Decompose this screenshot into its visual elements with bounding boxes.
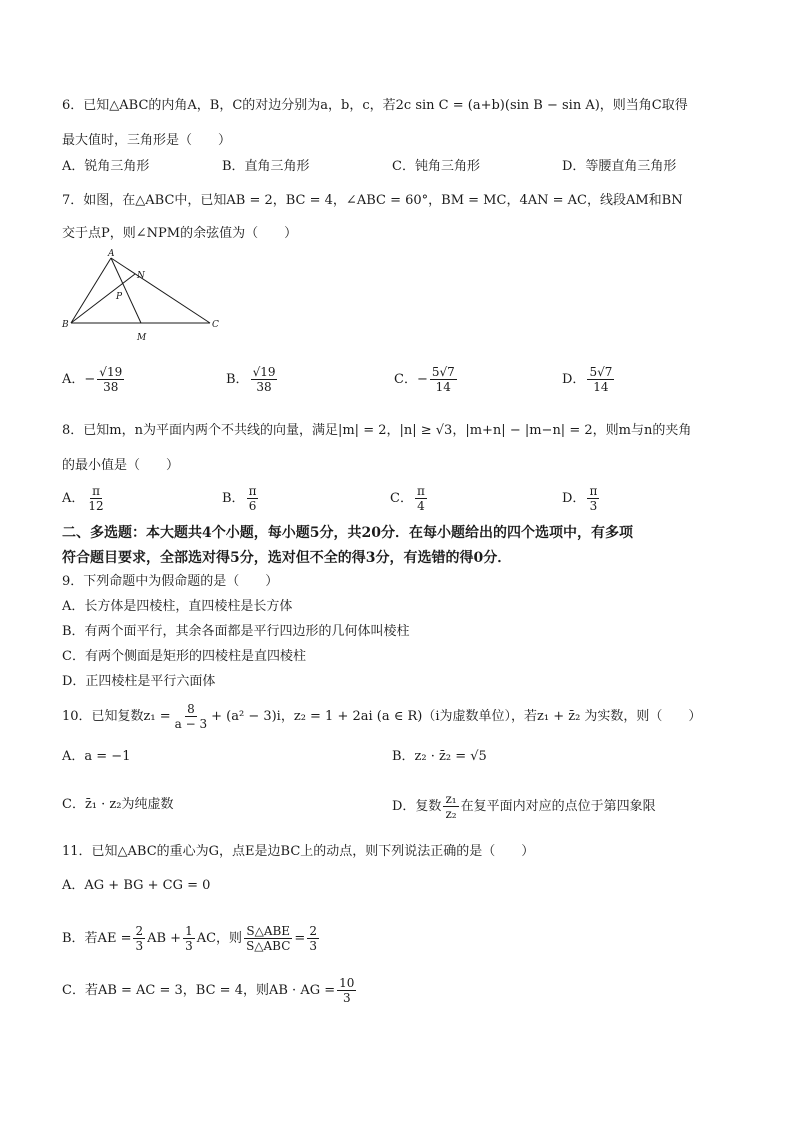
- q9-stem: 9．下列命题中为假命题的是（ ）: [62, 574, 279, 589]
- q10-option-c: C．z̄₁ · z₂为纯虚数: [62, 797, 174, 812]
- q10-option-b: B．z₂ · z̄₂ = √5: [392, 749, 487, 764]
- q7-option-a-sign: −: [84, 372, 96, 387]
- label-c: C: [212, 320, 219, 330]
- q9-option-c: C．有两个侧面是矩形的四棱柱是直四棱柱: [62, 649, 306, 664]
- q11-option-c: [62, 976, 358, 1005]
- label-a: A: [108, 249, 115, 259]
- q6-option-c: C．钝角三角形: [392, 159, 480, 174]
- q9-option-d: D．正四棱柱是平行六面体: [62, 674, 216, 689]
- q10-option-a: A．a = −1: [62, 749, 131, 764]
- q8-option-a: [62, 484, 108, 513]
- q10-option-d-suffix: 在复平面内对应的点位于第四象限: [460, 799, 656, 814]
- q11-option-c-prefix: C．若AB = AC = 3，BC = 4，则AB · AG =: [62, 983, 336, 998]
- q11-option-b-eq: =: [294, 931, 306, 946]
- q6-option-a: A．锐角三角形: [62, 159, 150, 174]
- q11-option-b: [62, 924, 321, 953]
- q6-stem-cont: 最大值时，三角形是（ ）: [62, 133, 232, 148]
- q10-prefix: 10．已知复数z₁ =: [62, 709, 171, 724]
- q7-option-c-label: C．: [394, 372, 417, 387]
- q7-option-c-num: 5√7: [431, 365, 455, 379]
- q8-option-d: [562, 484, 601, 513]
- q8-option-b-num: π: [248, 484, 257, 498]
- q11-stem: 11．已知△ABC的重心为G，点E是边BC上的动点，则下列说法正确的是（ ）: [62, 844, 535, 859]
- q11-option-b-prefix: B．若AE =: [62, 931, 132, 946]
- q11-option-b-f2-den: 3: [185, 939, 193, 953]
- section2-heading: 二、多选题：本大题共4个小题，每小题5分，共20分．在每小题给出的四个选项中，有多项: [62, 525, 633, 541]
- q7-option-b-den: 38: [256, 380, 272, 394]
- segment-bn: [71, 274, 135, 323]
- q10-suffix: + (a² − 3)i，z₂ = 1 + 2ai (a ∈ R)（i为虚数单位），若z₁ + z̄₂ 为实数，则（ ）: [211, 709, 702, 724]
- q7-option-c-sign: −: [416, 372, 428, 387]
- q11-option-b-f2-num: 1: [185, 924, 193, 938]
- q11-option-b-f1-den: 3: [135, 939, 144, 953]
- segment-ab: [71, 258, 111, 323]
- q7-option-d-num: 5√7: [589, 365, 613, 379]
- q8-option-c: [390, 484, 429, 513]
- q8-option-d-label: D．: [562, 491, 586, 506]
- q7-stem-cont: 交于点P，则∠NPM的余弦值为（ ）: [62, 226, 298, 241]
- label-b: B: [62, 320, 69, 330]
- q10-option-d-num: z₁: [445, 792, 457, 806]
- q8-option-a-label: A．: [62, 491, 85, 506]
- q8-stem: 8．已知m，n为平面内两个不共线的向量，满足|m| = 2，|n| ≥ √3，|m+n| − |m−n| = 2，则m与n的夹角: [62, 423, 692, 438]
- q11-option-b-f3-den: S△ABC: [246, 939, 291, 953]
- q8-option-a-den: 12: [88, 499, 104, 513]
- q11-option-b-f4-num: 2: [309, 924, 317, 938]
- q11-option-b-f1-num: 2: [135, 924, 144, 938]
- q7-option-a: [62, 365, 126, 394]
- q10-frac-num: 8: [187, 702, 195, 716]
- q9-option-b: B．有两个面平行，其余各面都是平行四边形的几何体叫棱柱: [62, 624, 410, 639]
- q11-option-b-f4-den: 3: [309, 939, 317, 953]
- q8-option-b: [222, 484, 260, 513]
- q11-option-c-den: 3: [342, 991, 351, 1005]
- q8-option-d-num: π: [589, 484, 598, 498]
- q7-option-a-num: √19: [99, 365, 123, 379]
- q11-option-b-mid: AB +: [147, 931, 182, 946]
- q7-option-c-den: 14: [435, 380, 451, 394]
- section2-heading-cont: 符合题目要求，全部选对得5分，选对但不全的得3分，有选错的得0分．: [62, 550, 512, 566]
- q11-option-c-num: 10: [339, 976, 355, 990]
- q8-option-c-den: 4: [417, 499, 425, 513]
- q11-option-a: A．AG + BG + CG = 0: [62, 878, 211, 893]
- q7-option-d: [562, 365, 616, 394]
- label-n: N: [137, 271, 145, 281]
- q10-option-d: [392, 792, 656, 821]
- q7-option-b-label: B．: [226, 372, 249, 387]
- q7-option-d-label: D．: [562, 372, 586, 387]
- q7-option-d-den: 14: [593, 380, 609, 394]
- q10-frac-den: a − 3: [174, 717, 208, 731]
- q8-option-a-num: π: [92, 484, 100, 498]
- q7-option-b: [226, 365, 279, 394]
- q8-option-b-den: 6: [248, 499, 257, 513]
- triangle-figure: [58, 248, 228, 348]
- q9-option-a: A．长方体是四棱柱，直四棱柱是长方体: [62, 599, 293, 614]
- label-p: P: [116, 292, 123, 302]
- q8-option-c-num: π: [416, 484, 425, 498]
- q10-stem: [62, 702, 701, 731]
- q10-option-d-den: z₂: [445, 807, 457, 821]
- q8-option-d-den: 3: [589, 499, 598, 513]
- q6-option-d: D．等腰直角三角形: [562, 159, 677, 174]
- q7-option-c: [394, 365, 459, 394]
- q8-stem-cont: 的最小值是（ ）: [62, 458, 180, 473]
- q7-stem: 7．如图，在△ABC中，已知AB = 2，BC = 4，∠ABC = 60°，BM = MC，4AN = AC，线段AM和BN: [62, 193, 683, 208]
- q7-option-a-label: A．: [62, 372, 85, 387]
- q11-option-b-mid2: AC，则: [196, 931, 243, 946]
- q8-option-b-label: B．: [222, 491, 245, 506]
- q7-option-a-den: 38: [103, 380, 119, 394]
- q6-stem: 6．已知△ABC的内角A，B，C的对边分别为a，b，c，若2c sin C = (a+b)(sin B − sin A)，则当角C取得: [62, 98, 688, 113]
- q10-option-d-prefix: D．复数: [392, 799, 442, 814]
- q7-option-b-num: √19: [252, 365, 276, 379]
- q6-option-b: B．直角三角形: [222, 159, 310, 174]
- label-m: M: [137, 333, 147, 343]
- q8-option-c-label: C．: [390, 491, 413, 506]
- q11-option-b-f3-num: S△ABE: [246, 924, 291, 938]
